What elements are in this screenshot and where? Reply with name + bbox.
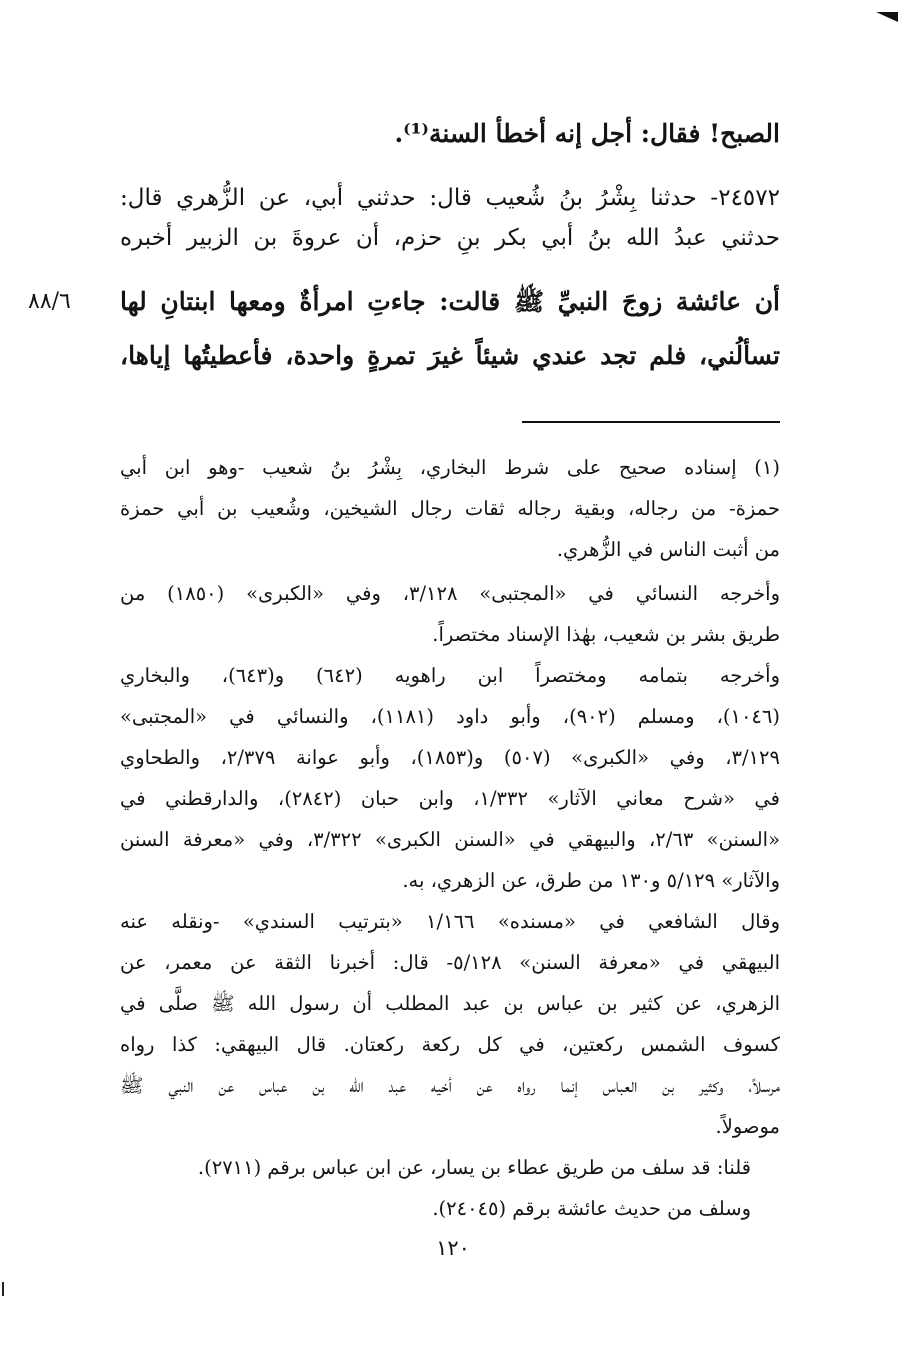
- footnote-line-18: قلنا: قد سلف من طريق عطاء بن يسار، عن ابن عباس برقم (٢٧١١).: [197, 1156, 751, 1179]
- main-text-line-3: حدثني عبدُ الله بنُ أبي بكر بنِ حزم، أن عروةَ بن الزبير أخبره: [120, 225, 780, 251]
- footnote-line-16: مرسلاً، وكثير بن العباس إنما رواه عن أخيه عبد الله بن عباس عن النبي ﷺ: [120, 1074, 780, 1097]
- footnote-line-4: وأخرجه النسائي في «المجتبى» ٣/١٢٨، وفي «الكبرى» (١٨٥٠) من: [120, 582, 780, 605]
- main-text-line-4: أن عائشة زوجَ النبيِّ ﷺ قالت: جاءتِ امرأةٌ ومعها ابنتانِ لها: [120, 287, 780, 316]
- footnote-line-17: موصولاً.: [715, 1115, 780, 1138]
- footnote-line-7: (١٠٤٦)، ومسلم (٩٠٢)، وأبو داود (١١٨١)، والنسائي في «المجتبى»: [120, 705, 780, 728]
- corner-triangle-icon: [876, 12, 898, 22]
- footnote-line-1: (١) إسناده صحيح على شرط البخاري، بِشْرُ بنُ شعيب -وهو ابن أبي: [120, 456, 780, 479]
- footnote-line-9: في «شرح معاني الآثار» ١/٣٣٢، وابن حبان (٢٨٤٢)، والدارقطني في: [120, 787, 780, 810]
- page-number: ١٢٠: [436, 1236, 470, 1260]
- footnote-line-19: وسلف من حديث عائشة برقم (٢٤٠٤٥).: [432, 1197, 751, 1220]
- footnote-line-11: والآثار» ٥/١٢٩ و١٣٠ من طرق، عن الزهري، به.: [402, 869, 780, 892]
- footnote-line-10: «السنن» ٢/٦٣، والبيهقي في «السنن الكبرى» ٣/٣٢٢، وفي «معرفة السنن: [120, 828, 780, 851]
- footnote-line-12: وقال الشافعي في «مسنده» ١/١٦٦ «بترتيب السندي» -ونقله عنه: [120, 910, 780, 933]
- footnote-line-6: وأخرجه بتمامه ومختصراً ابن راهويه (٦٤٢) و(٦٤٣)، والبخاري: [120, 664, 780, 687]
- footnote-line-15: كسوف الشمس ركعتين، في كل ركعة ركعتان. قال البيهقي: كذا رواه: [120, 1033, 780, 1056]
- main-text-line-1: الصبح! فقال: أجل إنه أخطأ السنة⁽¹⁾.: [394, 119, 780, 148]
- margin-volume-page-reference: ٨٨/٦: [28, 289, 71, 314]
- footnote-line-2: حمزة- من رجاله، وبقية رجاله ثقات رجال الشيخين، وشُعيب بن أبي حمزة: [120, 497, 780, 520]
- footnote-line-14: الزهري، عن كثير بن عباس بن عبد المطلب أن رسول الله ﷺ صلَّى في: [120, 992, 780, 1015]
- footnote-line-5: طريق بشر بن شعيب، بهٰذا الإسناد مختصراً.: [432, 623, 780, 646]
- footnote-line-13: البيهقي في «معرفة السنن» ٥/١٢٨- قال: أخبرنا الثقة عن معمر، عن: [120, 951, 780, 974]
- footnote-line-3: من أثبت الناس في الزُّهري.: [556, 538, 780, 561]
- footnote-line-8: ٣/١٢٩، وفي «الكبرى» (٥٠٧) و(١٨٥٣)، وأبو عوانة ٢/٣٧٩، والطحاوي: [120, 746, 780, 769]
- main-text-line-2: ٢٤٥٧٢- حدثنا بِشْرُ بنُ شُعيب قال: حدثني أبي، عن الزُّهري قال:: [120, 185, 780, 211]
- main-text-line-5: تسألُني، فلم تجد عندي شيئاً غيرَ تمرةٍ واحدة، فأعطيتُها إياها،: [120, 341, 780, 370]
- footnote-separator-rule: [522, 421, 780, 423]
- scan-edge-mark: [2, 1282, 4, 1296]
